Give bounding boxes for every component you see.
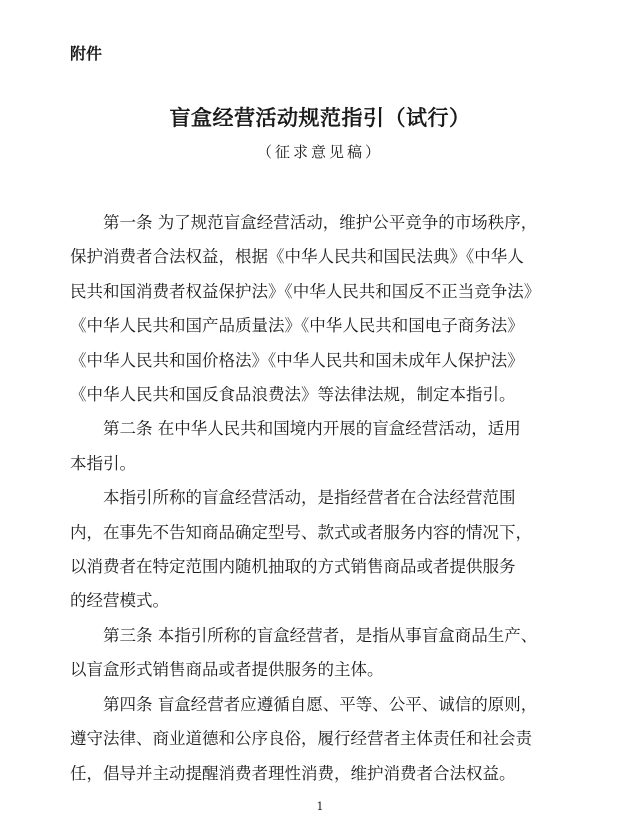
text-line: 保护消费者合法权益，根据《中华人民共和国民法典》《中华人 (70, 247, 524, 267)
attachment-label: 附件 (70, 44, 103, 63)
text-line: 第二条 在中华人民共和国境内开展的盲盒经营活动，适用 (103, 419, 521, 439)
text-line: 以盲盒形式销售商品或者提供服务的主体。 (70, 660, 384, 680)
text-line: 《中华人民共和国产品质量法》《中华人民共和国电子商务法》 (70, 316, 524, 336)
text-line: 民共和国消费者权益保护法》《中华人民共和国反不正当竞争法》 (70, 281, 541, 301)
page-number: 1 (316, 800, 324, 813)
text-line: 的经营模式。 (70, 591, 169, 611)
document-title: 盲盒经营活动规范指引（试行） (169, 106, 471, 130)
text-line: 第一条 为了规范盲盒经营活动，维护公平竞争的市场秩序， (103, 213, 538, 232)
text-line: 第四条 盲盒经营者应遵循自愿、平等、公平、诚信的原则， (103, 694, 538, 714)
text-line: 本指引。 (70, 453, 136, 473)
article-4-paragraph (70, 688, 575, 791)
text-line: 本指引所称的盲盒经营活动，是指经营者在合法经营范围 (103, 488, 516, 508)
text-line: 《中华人民共和国价格法》《中华人民共和国未成年人保护法》 (70, 350, 524, 370)
document-subtitle: （征求意见稿） (256, 143, 383, 161)
definition-paragraph (70, 481, 575, 619)
text-line: 任，倡导并主动提醒消费者理性消费，维护消费者合法权益。 (70, 763, 516, 783)
text-line: 以消费者在特定范围内随机抽取的方式销售商品或者提供服务 (70, 557, 516, 577)
article-1-paragraph (70, 206, 575, 412)
article-3-paragraph (70, 619, 575, 688)
document-body (70, 206, 575, 791)
text-line: 第三条 本指引所称的盲盒经营者，是指从事盲盒商品生产、 (103, 625, 538, 645)
text-line: 内，在事先不告知商品确定型号、款式或者服务内容的情况下， (70, 522, 532, 542)
article-2-paragraph (70, 412, 575, 481)
text-line: 《中华人民共和国反食品浪费法》等法律法规，制定本指引。 (70, 385, 516, 405)
text-line: 遵守法律、商业道德和公序良俗，履行经营者主体责任和社会责 (70, 729, 532, 749)
